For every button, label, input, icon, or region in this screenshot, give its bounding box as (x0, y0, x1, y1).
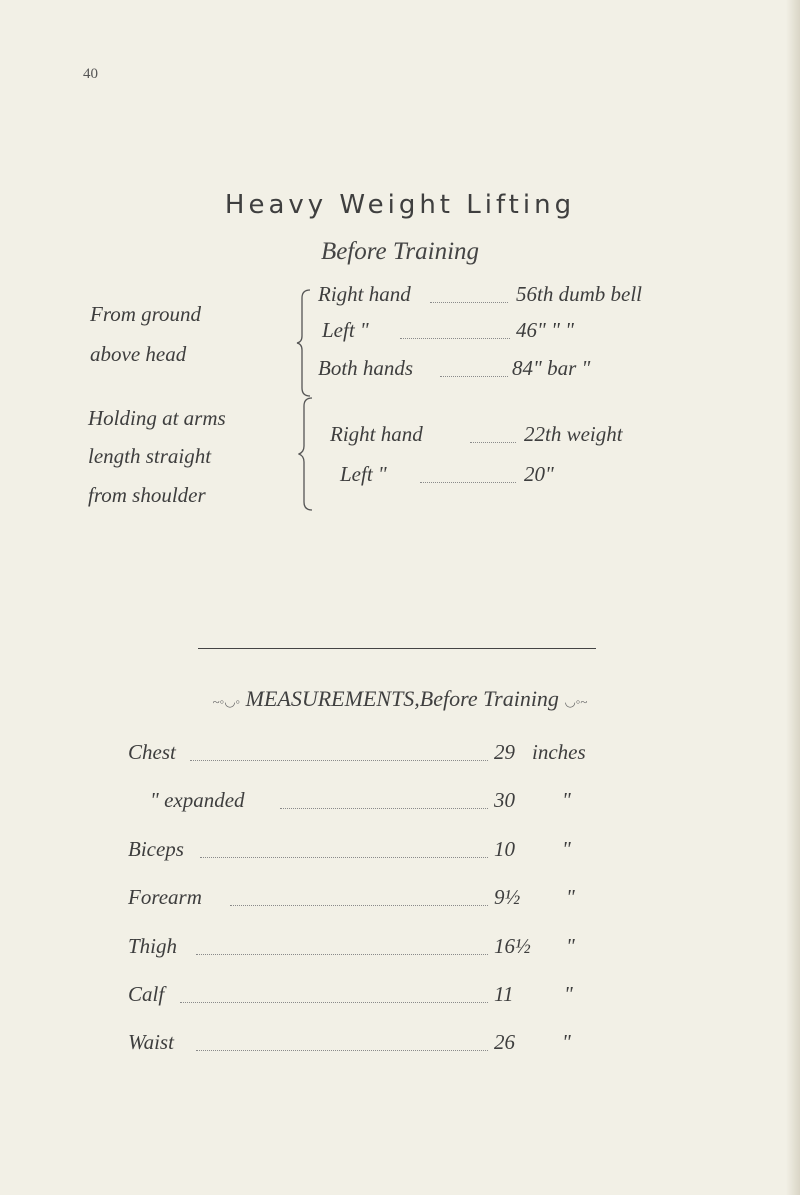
measurement-unit: " (564, 982, 573, 1006)
measurement-label: Chest (128, 740, 176, 764)
section-divider (198, 648, 596, 649)
section1-row-item: Right hand (318, 282, 411, 306)
section2-row-item: Left " (340, 462, 387, 486)
measurement-label: Waist (128, 1030, 174, 1054)
section1-label-line2: above head (90, 342, 187, 366)
section2-label-line3: from shoulder (88, 483, 206, 507)
section2-label-line1: Holding at arms (88, 406, 226, 430)
measurement-value: 16½ (494, 934, 531, 958)
measurement-leader (280, 808, 488, 809)
section2-row-leader (470, 442, 516, 443)
section2-row-value: 22th weight (524, 422, 623, 446)
measurement-unit: " (562, 1030, 571, 1054)
measurements-title: MEASUREMENTS,Before Training (245, 686, 559, 711)
measurement-label: Forearm (128, 885, 202, 909)
header-flourish-left: ~◦◡◦ (212, 694, 241, 709)
section1-label-line1: From ground (90, 302, 202, 326)
section1-row-leader (400, 338, 510, 339)
measurement-unit: " (566, 885, 575, 909)
measurement-leader (230, 905, 488, 906)
page-subtitle: Before Training (320, 238, 480, 265)
page-title: Heavy Weight Lifting (224, 190, 576, 220)
section1-row-leader (440, 376, 508, 377)
measurement-unit: inches (532, 740, 586, 764)
measurement-value: 11 (494, 982, 514, 1006)
measurement-value: 29 (494, 740, 515, 764)
measurement-leader (200, 857, 488, 858)
measurement-value: 26 (494, 1030, 515, 1054)
measurements-header (0, 686, 800, 712)
measurement-leader (196, 1050, 488, 1051)
section1-row-item: Left " (322, 318, 369, 342)
measurement-leader (190, 760, 488, 761)
section2-row-value: 20" (524, 462, 554, 486)
measurement-value: 30 (494, 788, 515, 812)
section1-row-leader (430, 302, 508, 303)
measurement-value: 10 (494, 837, 515, 861)
page-number: 40 (83, 66, 98, 82)
measurement-unit: " (562, 837, 571, 861)
measurement-label: Biceps (128, 837, 184, 861)
section1-row-value: 46" " " (516, 318, 574, 342)
measurement-value: 9½ (494, 885, 521, 909)
section1-brace (296, 288, 314, 398)
section1-row-item: Both hands (318, 356, 414, 380)
measurement-unit: " (562, 788, 571, 812)
section2-row-leader (420, 482, 516, 483)
section1-row-value: 84" bar " (512, 356, 591, 380)
measurement-leader (180, 1002, 488, 1003)
section2-brace (298, 396, 316, 512)
section2-label-line2: length straight (88, 444, 212, 468)
measurement-leader (196, 954, 488, 955)
measurement-label: Calf (128, 982, 165, 1006)
measurement-label: Thigh (128, 934, 178, 958)
page-edge-shadow (786, 0, 800, 1195)
section2-row-item: Right hand (330, 422, 423, 446)
measurement-label: " expanded (150, 788, 245, 812)
measurement-unit: " (566, 934, 575, 958)
section1-row-value: 56th dumb bell (516, 282, 642, 306)
header-flourish-right: ◡◦~ (564, 694, 588, 709)
